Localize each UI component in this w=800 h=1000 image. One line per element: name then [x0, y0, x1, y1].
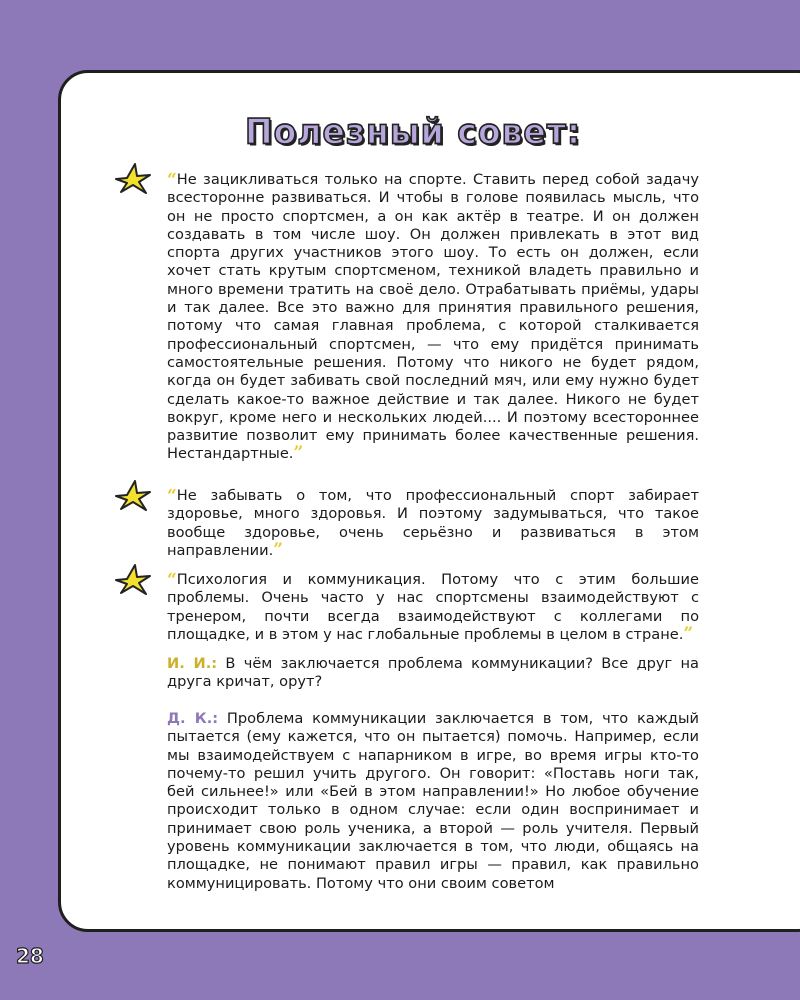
tip-3-text: Психология и коммуникация. Потому что с этим большие проблемы. Очень часто у нас спортсмены взаимодействуют с тренером, почти всегда взаимодействуют с коллегами по площадке, и в этом у нас глобальные проблемы в целом в стране.	[167, 571, 699, 643]
close-quote-icon: ”	[273, 539, 284, 560]
star-icon	[113, 562, 153, 596]
interview-answer	[167, 710, 699, 893]
open-quote-icon: “	[167, 570, 177, 590]
tip-1	[167, 171, 699, 464]
interview-question	[167, 655, 699, 692]
star-icon	[113, 161, 153, 195]
speaker-label: Д. К.:	[167, 710, 219, 727]
tip-1-text: Не зацикливаться только на спорте. Ставить перед собой задачу всесторонне развиваться. И чтобы в голове появилась мысль, что он не просто спортсмен, а он как актёр в театре. И он должен создавать в том числе шоу. Он должен привлекать в этот вид спорта других участников этого шоу. То есть он должен, если хочет стать крутым спортсменом, техникой владеть правильно и много времени тратить на своё дело. Отрабатывать приёмы, удары и так далее. Все это важно для принятия правильного решения, потому что самая главная проблема, с которой сталкивается профессиональный спортсмен, — что ему придётся принимать самостоятельные решения. Потому что никого не будет рядом, когда он будет забивать свой последний мяч, или ему нужно будет сделать какое-то важное действие и так далее. Никого не будет вокруг, кроме него и нескольких людей.... И поэтому всестороннее развитие позволит ему принимать более качественные решения. Нестандартные.	[167, 171, 699, 463]
page-title: Полезный совет:	[245, 111, 582, 152]
question-text: В чём заключается проблема коммуникации? Все друг на друга кричат, орут?	[167, 655, 700, 691]
star-icon	[113, 478, 153, 512]
tip-3	[167, 571, 699, 644]
close-quote-icon: ”	[293, 443, 304, 464]
speaker-label: И. И.:	[167, 655, 218, 672]
page-number: 28	[16, 944, 44, 968]
close-quote-icon: ”	[683, 623, 694, 644]
open-quote-icon: “	[167, 486, 177, 506]
open-quote-icon: “	[167, 170, 177, 190]
tip-2-text: Не забывать о том, что профессиональный спорт забирает здоровье, много здоровья. И поэтому задумываться, что такое вообще здоровье, очень серьёзно и развиваться в этом направлении.	[167, 487, 699, 559]
answer-text: Проблема коммуникации заключается в том, что каждый пытается (ему кажется, что он пытается) помочь. Например, если мы взаимодействуем с напарником в игре, во время игры кто-то почему-то решил учить другого. Он говорит: «Поставь ноги так, бей сильнее!» или «Бей в этом направлении!» Но любое обучение происходит только в одном случае: если один воспринимает и принимает свою роль ученика, а второй — роль учителя. Первый уровень коммуникации заключается в том, что люди, общаясь на площадке, не понимают правил игры — правил, как правильно коммуницировать. Потому что они своим советом	[167, 710, 699, 892]
tip-2	[167, 487, 699, 560]
